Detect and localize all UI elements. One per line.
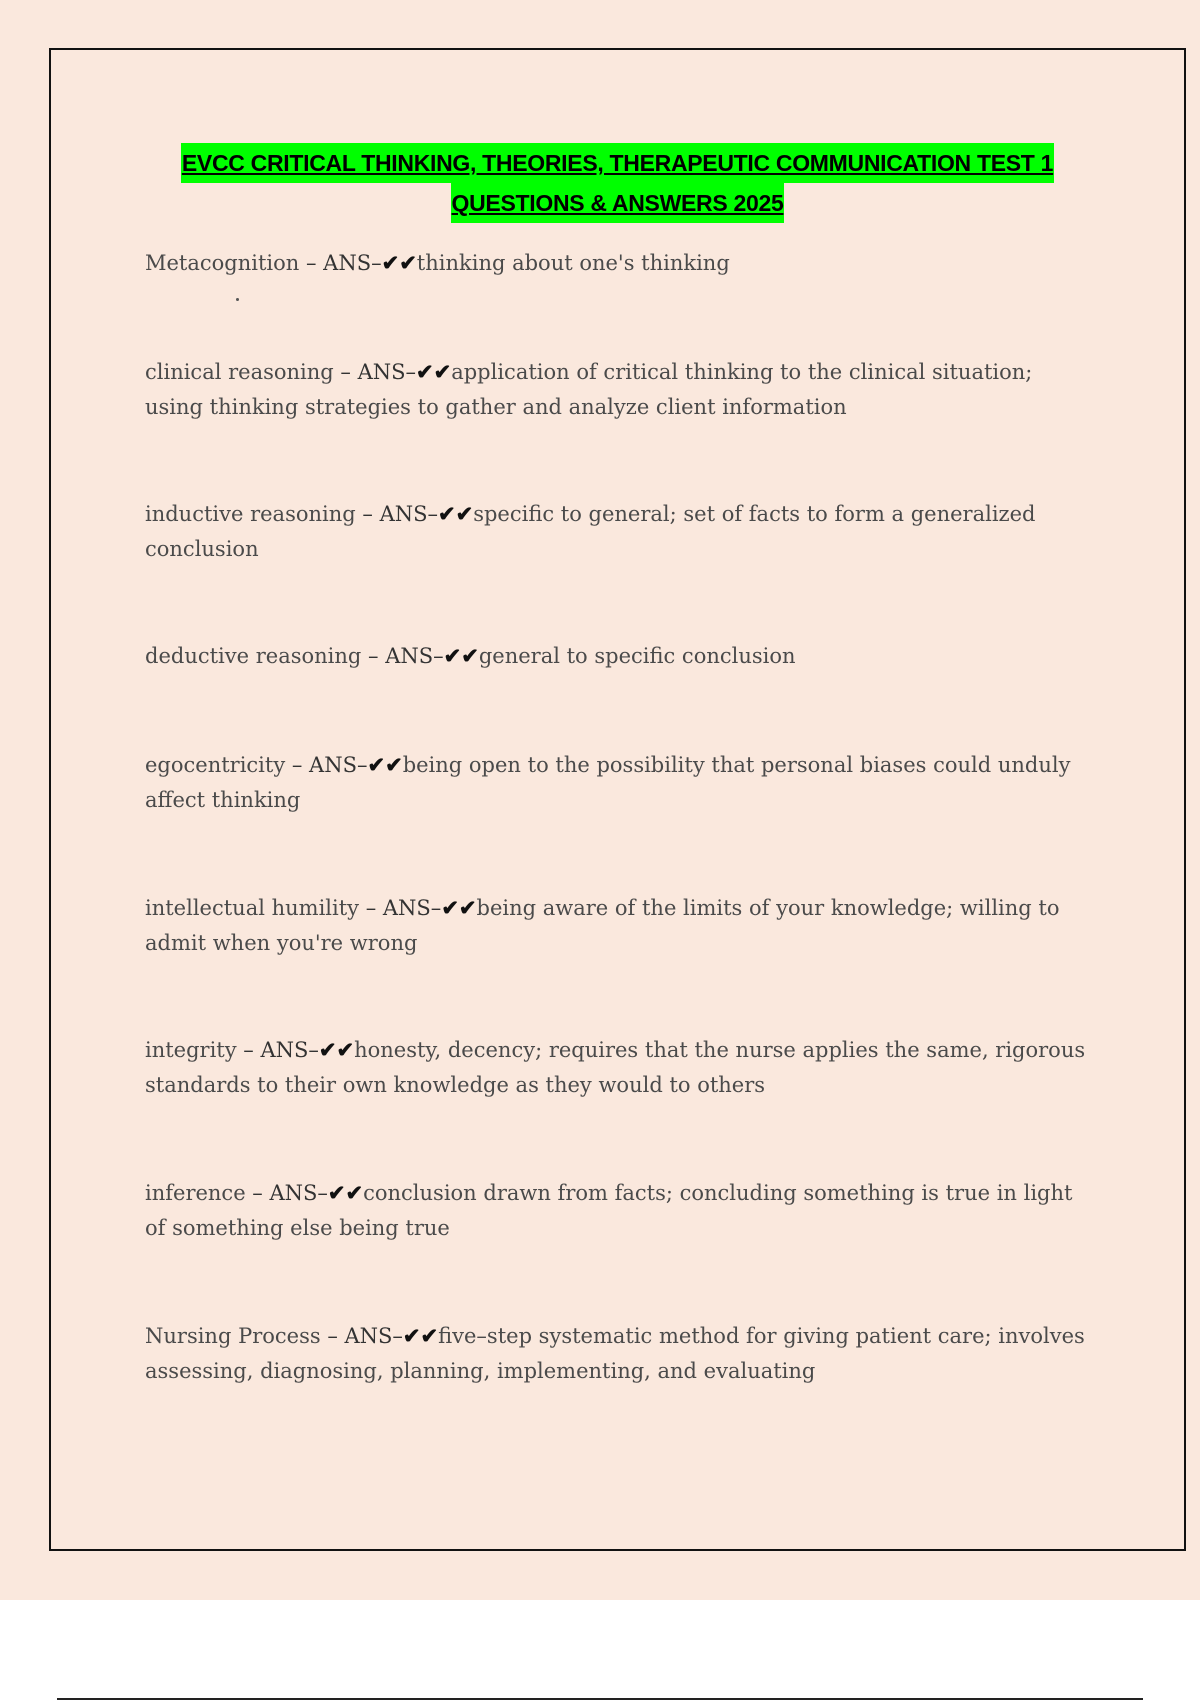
ans-separator: – ANS– bbox=[236, 1038, 319, 1062]
qa-term: egocentricity bbox=[145, 753, 286, 777]
qa-term: deductive reasoning bbox=[145, 644, 362, 668]
qa-answer: thinking about one's thinking bbox=[416, 251, 730, 275]
ans-separator: – ANS– bbox=[361, 644, 444, 668]
qa-term: integrity bbox=[145, 1038, 237, 1062]
check-icon: ✔✔ bbox=[438, 501, 474, 526]
check-icon: ✔✔ bbox=[416, 359, 452, 384]
check-icon: ✔✔ bbox=[402, 1323, 439, 1348]
qa-term: inference bbox=[145, 1181, 246, 1205]
qa-term: inductive reasoning bbox=[145, 502, 356, 526]
title-line-2: QUESTIONS & ANSWERS 2025 bbox=[451, 183, 785, 223]
qa-item bbox=[145, 890, 1095, 961]
qa-term: clinical reasoning bbox=[145, 360, 334, 384]
qa-answer: being open to the possibility that personal biases could unduly affect thinking bbox=[145, 753, 1071, 812]
qa-item bbox=[145, 354, 1095, 425]
qa-item bbox=[145, 1318, 1095, 1389]
ans-separator: – ANS– bbox=[285, 753, 368, 777]
qa-item bbox=[145, 747, 1095, 818]
title-line-1: EVCC CRITICAL THINKING, THEORIES, THERAPEUTIC COMMUNICATION TEST 1 bbox=[181, 143, 1054, 183]
check-icon: ✔✔ bbox=[327, 1180, 364, 1205]
ans-separator: – ANS– bbox=[359, 896, 442, 920]
ans-separator: – ANS– bbox=[299, 251, 382, 275]
qa-item bbox=[145, 245, 1095, 281]
qa-answer: conclusion drawn from facts; concluding something is true in light of something else being true bbox=[145, 1181, 1073, 1240]
qa-answer: specific to general; set of facts to form a generalized conclusion bbox=[145, 502, 1036, 561]
qa-answer: five–step systematic method for giving patient care; involves assessing, diagnosing, planning, implementing, and evaluating bbox=[145, 1324, 1085, 1383]
check-icon: ✔✔ bbox=[441, 895, 477, 920]
stray-dot bbox=[236, 298, 239, 301]
check-icon: ✔✔ bbox=[381, 250, 417, 275]
check-icon: ✔✔ bbox=[367, 752, 403, 777]
qa-item bbox=[145, 1175, 1095, 1246]
check-icon: ✔✔ bbox=[443, 643, 479, 668]
check-icon: ✔✔ bbox=[318, 1037, 355, 1062]
document-title bbox=[49, 143, 1186, 223]
qa-term: intellectual humility bbox=[145, 896, 360, 920]
ans-separator: – ANS– bbox=[355, 502, 438, 526]
qa-item bbox=[145, 638, 1095, 674]
qa-item bbox=[145, 496, 1095, 567]
qa-answer: honesty, decency; requires that the nurse applies the same, rigorous standards to their own knowledge as they would to others bbox=[145, 1038, 1086, 1097]
qa-answer: being aware of the limits of your knowledge; willing to admit when you're wrong bbox=[145, 896, 1060, 955]
qa-term: Nursing Process bbox=[145, 1324, 321, 1348]
qa-term: Metacognition bbox=[145, 251, 300, 275]
qa-answer: application of critical thinking to the clinical situation; using thinking strategies to gather and analyze client information bbox=[145, 360, 1033, 419]
ans-separator: – ANS– bbox=[333, 360, 417, 384]
qa-answer: general to specific conclusion bbox=[478, 644, 796, 668]
ans-separator: – ANS– bbox=[320, 1324, 403, 1348]
qa-item bbox=[145, 1032, 1095, 1103]
ans-separator: – ANS– bbox=[245, 1181, 328, 1205]
